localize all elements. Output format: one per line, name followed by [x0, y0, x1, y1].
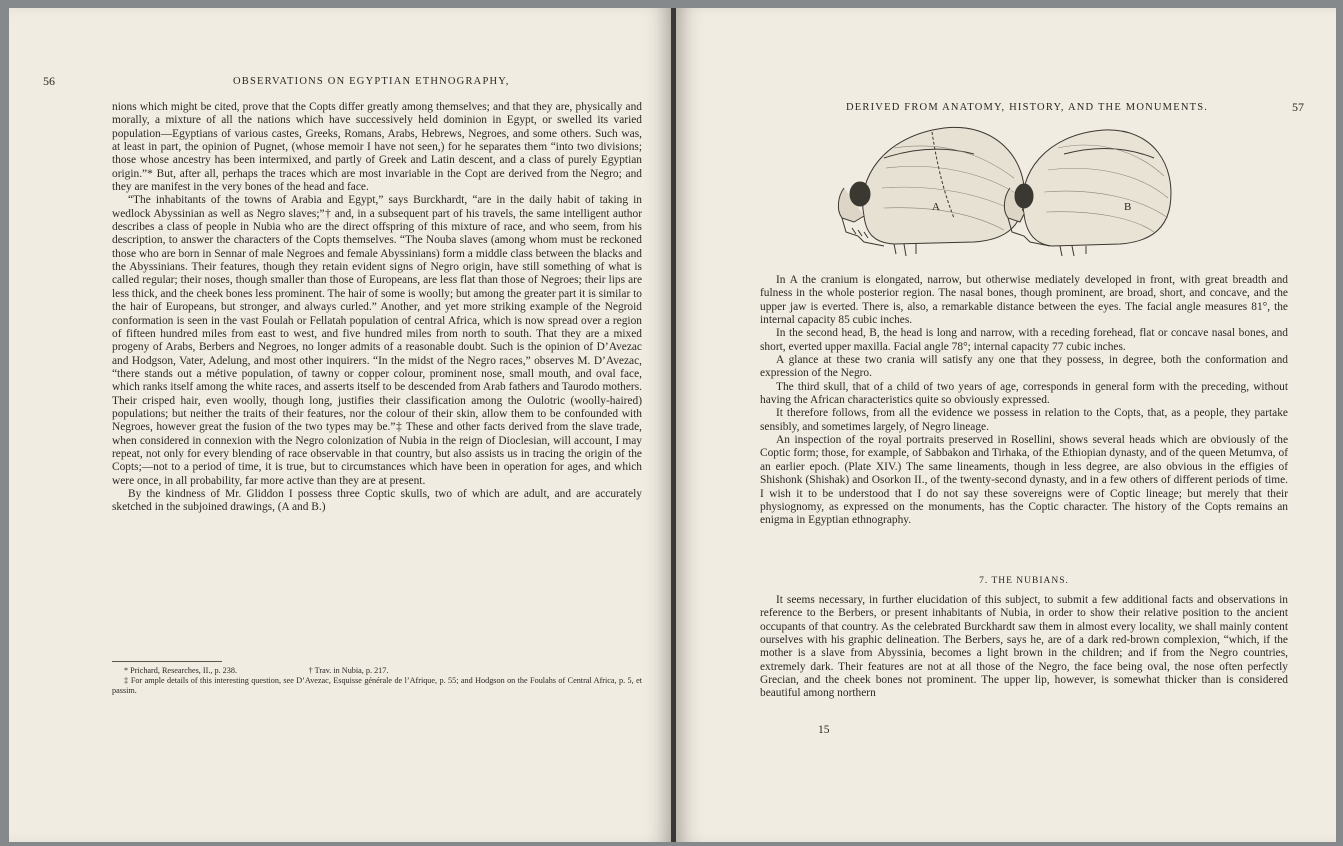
skull-illustration [824, 118, 1184, 260]
right-paragraph-4: The third skull, that of a child of two years of age, corresponds in general form with the preceding, without having the African characteristics quite so obviously expressed. [760, 380, 1288, 407]
section-title: 7. THE NUBIANS. [979, 576, 1069, 586]
skull-a-drawing [838, 127, 1024, 256]
footnote-rule [112, 661, 222, 662]
left-footnotes [112, 666, 642, 696]
right-paragraph-6: An inspection of the royal portraits preserved in Rosellini, shows several heads which are obviously of the Coptic form; those, for example, of Sabbakon and Tirhaka, of the Ethiopian dynasty, and of the queen Metumva, of an earlier epoch. (Plate XIV.) The same lineaments, though in less degree, are also obvious in the effigies of Shishonk (Shishak) and Osorkon II., of the twenty-second dynasty, and in a few others of different periods of time. I wish it to be understood that I do not say these sovereigns were of Coptic lineage; but merely that their physiognomy, as expressed on the monuments, has the Coptic character. The history of the Copts remains an enigma in Egyptian ethnography. [760, 434, 1288, 527]
right-paragraph-5: It therefore follows, from all the evidence we possess in relation to the Copts, that, as a people, they partake sensibly, and sometimes largely, of Negro lineage. [760, 407, 1288, 433]
left-page [9, 8, 671, 842]
footnote-2: ‡ For ample details of this interesting question, see D’Avezac, Esquisse générale de l’Afrique, p. 55; and Hodgson on the Foulahs of Central Africa, p. 5, et passim. [112, 676, 642, 695]
left-paragraph-1: nions which might be cited, prove that the Copts differ greatly among themselves; and that they are, physically and morally, a mixture of all the nations which have successively held dominion in Egypt, or swelled its varied population—Egyptians of various castes, Greeks, Romans, Arabs, Hebrews, Negroes, and some others. Such was, at least in part, the opinion of Pugnet, (whose memoir I have not seen,) for he separates them “into two divisions; those whose ancestry has been intermixed, and partly of Greek and Latin descent, and a class of purely Egyptian origin.”* But, after all, perhaps the traces which are most invariable in the Copt are derived from the Negro; and they are manifest in the very bones of the head and face. [112, 101, 642, 194]
figure-label-a: A [932, 201, 940, 213]
skull-b-drawing [1004, 130, 1171, 256]
right-body-text [760, 274, 1288, 528]
right-page-number: 57 [1292, 100, 1304, 114]
right-paragraph-2: In the second head, B, the head is long and narrow, with a receding forehead, flat or concave nasal bones, and short, everted upper maxilla. Facial angle 78°; internal capacity 77 cubic inches. [760, 327, 1288, 353]
right-running-head: DERIVED FROM ANATOMY, HISTORY, AND THE MONUMENTS. [846, 102, 1209, 113]
figure-label-b: B [1124, 201, 1132, 213]
left-page-number: 56 [43, 74, 55, 88]
left-paragraph-3: By the kindness of Mr. Gliddon I possess three Coptic skulls, two of which are adult, and are accurately sketched in the subjoined drawings, (A and B.) [112, 487, 642, 514]
right-page [676, 8, 1336, 842]
footnote-1: * Prichard, Researches, II., p. 238. † Trav. in Nubia, p. 217. [124, 666, 389, 675]
left-body-text [112, 101, 642, 515]
left-running-head: OBSERVATIONS ON EGYPTIAN ETHNOGRAPHY, [233, 76, 510, 87]
section-paragraph-1: It seems necessary, in further elucidation of this subject, to submit a few additional facts and observations in reference to the Berbers, or present inhabitants of Nubia, in order to show their relative position to the ancient occupants of that country. As the celebrated Burckhardt saw them in almost every locality, we shall mainly content ourselves with his graphic delineation. The Berbers, says he, are of a dark red-brown complexion, “which, if the mother is a slave from Abyssinia, becomes a light brown in the children; and if from the Negro countries, extremely dark. Their features are not at all those of the Negro, the face being oval, the nose often perfectly Grecian, and the cheek bones not prominent. The upper lip, however, is somewhat thicker than is considered beautiful among northern [760, 594, 1288, 700]
left-paragraph-2: “The inhabitants of the towns of Arabia and Egypt,” says Burckhardt, “are in the daily habit of taking in wedlock Abyssinian as well as Negro slaves;”† and, in a subsequent part of his travels, the same intelligent author describes a class of people in Nubia who are the direct offspring of this mixture of race, and who seem, from his description, to answer the characters of the Copts themselves. “The Nouba slaves (among whom must be reckoned those who are born in Sennar of male Negroes and female Abyssinians) form a middle class between the blacks and the Abyssinians. Their features, though they retain evident signs of Negro origin, have still something of what is called regular; their noses, though smaller than those of Europeans, are less flat than those of Negroes; their lips are less thick, and the cheek bones less prominent. The hair of some is woolly; but among the greater part it is similar to the hair of Europeans, but stronger, and always curled.” Another, and yet more striking example of the Negroid conformation is seen in the vast Foulah or Fellatah population of central Africa, which is now spread over a region of fifteen hundred miles from east to west, and five hundred miles from north to south. That they are a mixed progeny of Arabs, Berbers and Negroes, no longer admits of a reasonable doubt. Such is the opinion of D’Avezac and Hodgson, Vater, Adelung, and most other inquirers. “In the midst of the Negro races,” observes M. D’Avezac, “there stands out a métive population, of tawny or copper colour, prominent nose, small mouth, and oval face, which ranks itself among the white races, and asserts itself to be descended from Arab fathers and Taurodo mothers. Their crisped hair, even woolly, though long, justifies their classification among the Oulotric (woolly-haired) populations; but neither the traits of their features, nor the colour of their skin, allow them to be confounded with Negroes, however great the fusion of the two types may be.”‡ These and other facts derived from the slave trade, when considered in connexion with the Negro colonization of Nubia in the reign of Dioclesian, will account, I may repeat, not only for every blending of race observable in that country, but also assists us in tracing the origin of the Copts;—not to a period of time, it is true, but to circumstances which have been in operation for ages, and which were once, in all probability, far more active than they are at present. [112, 194, 642, 487]
right-paragraph-1: In A the cranium is elongated, narrow, but otherwise mediately developed in front, with great breadth and fulness in the whole posterior region. The nasal bones, though prominent, are broad, short, and concave, and the upper jaw is everted. There is, also, a remarkable distance between the eyes. The facial angle measures 81°, the internal capacity 85 cubic inches. [760, 274, 1288, 327]
signature-mark: 15 [818, 724, 830, 736]
right-section-text [760, 594, 1288, 701]
right-paragraph-3: A glance at these two crania will satisfy any one that they possess, in degree, both the conformation and expression of the Negro. [760, 354, 1288, 380]
